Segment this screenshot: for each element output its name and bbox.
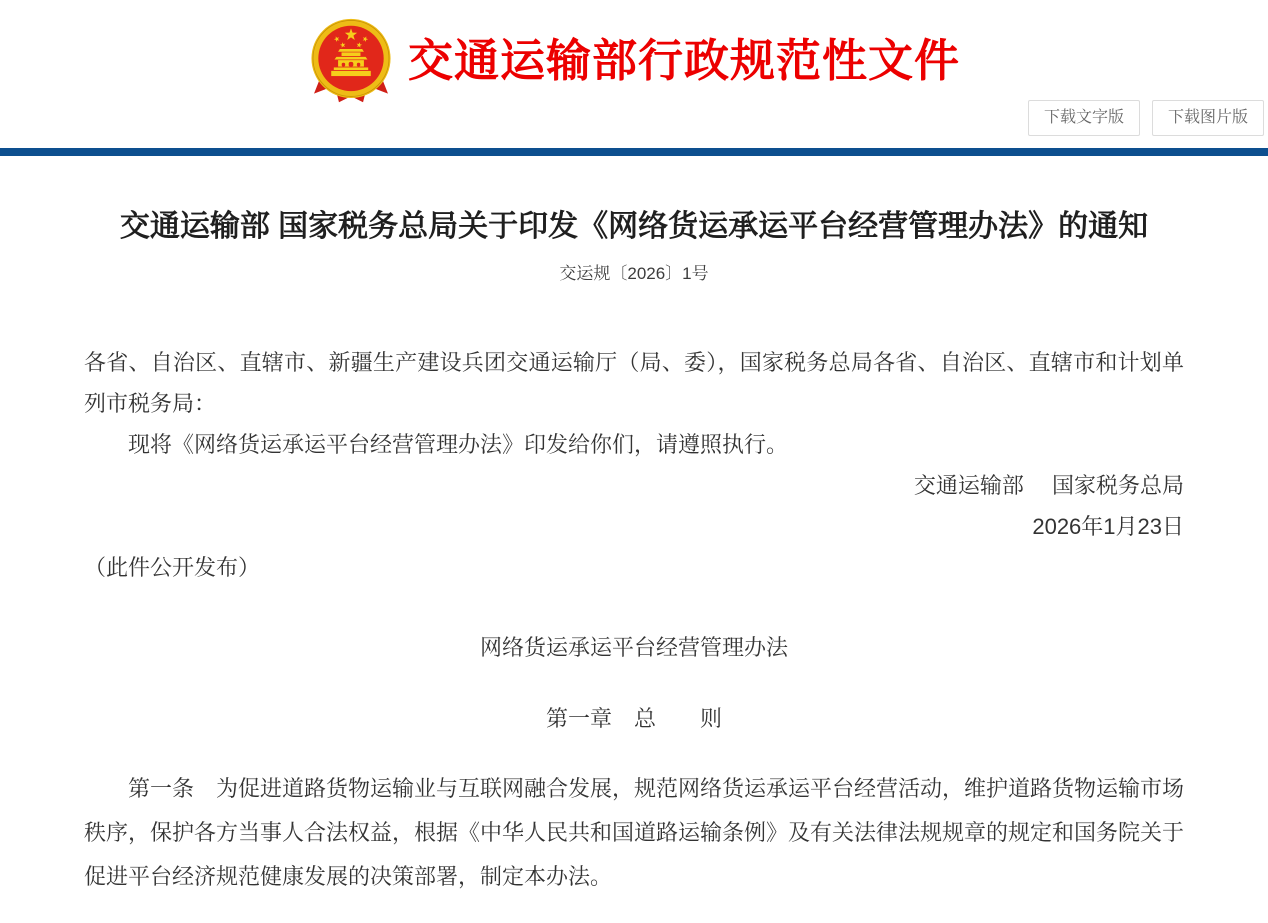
document-body	[0, 206, 1268, 899]
release-note: （此件公开发布）	[84, 555, 261, 580]
download-text-button[interactable]: 下载文字版	[1028, 100, 1140, 136]
doc-number: 交运规〔2026〕1号	[559, 264, 709, 283]
forward-paragraph: 现将《网络货运承运平台经营管理办法》印发给你们，请遵照执行。	[128, 432, 789, 457]
issue-date: 2026年1月23日	[1032, 514, 1184, 539]
national-emblem-icon	[308, 18, 394, 104]
signers: 交通运输部 国家税务总局	[913, 473, 1184, 498]
article-1-paragraph: 第一条 为促进道路货物运输业与互联网融合发展，规范网络货运承运平台经营活动，维护道路货物运输市场秩序，保护各方当事人合法权益，根据《中华人民共和国道路运输条例》及有关法律法规规章的规定和国务院关于促进平台经济规范健康发展的决策部署，制定本办法。	[84, 776, 1185, 889]
chapter-1-heading: 第一章 总 则	[545, 706, 722, 731]
addressee-paragraph: 各省、自治区、直辖市、新疆生产建设兵团交通运输厅（局、委），国家税务总局各省、自治区、直辖市和计划单列市税务局：	[84, 350, 1184, 416]
masthead	[0, 0, 1268, 104]
notice-text	[84, 342, 1184, 588]
measures-title: 网络货运承运平台经营管理办法	[479, 635, 788, 660]
header-buttons	[1028, 100, 1264, 136]
header-divider	[0, 148, 1268, 156]
site-header	[0, 0, 1268, 148]
notice-title: 交通运输部 国家税务总局关于印发《网络货运承运平台经营管理办法》的通知	[119, 210, 1149, 243]
download-image-button[interactable]: 下载图片版	[1152, 100, 1264, 136]
site-title: 交通运输部行政规范性文件	[407, 34, 960, 88]
